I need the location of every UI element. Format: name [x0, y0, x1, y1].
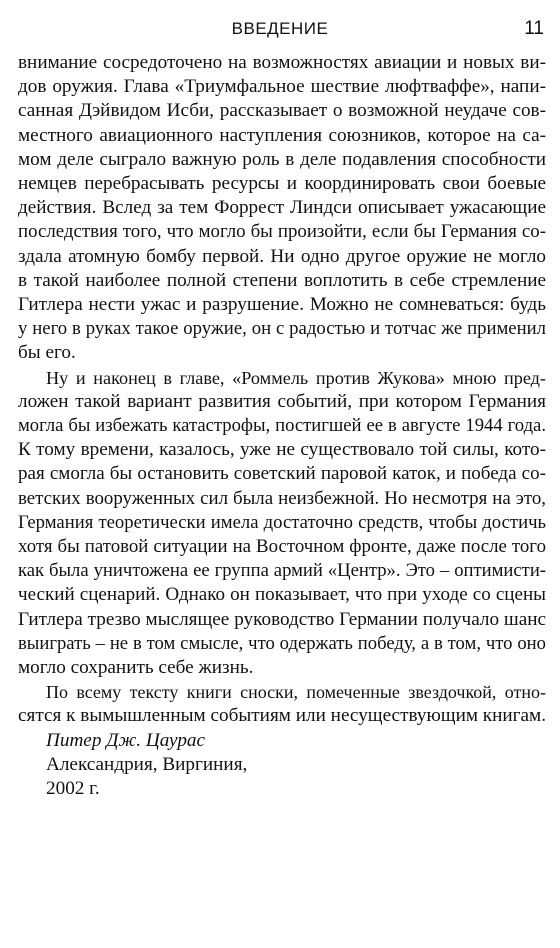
paragraph-3 — [18, 680, 546, 728]
text-line: в такой наиболее полной степени воплотить в себе стремление — [18, 269, 546, 291]
paragraph-1 — [18, 51, 546, 366]
text-line: По всему тексту книги сноски, помеченные звездочкой, отно- — [46, 682, 546, 703]
text-line: последствия того, что могло бы произойти, если бы Германия со- — [18, 221, 546, 243]
running-header — [0, 16, 560, 42]
text-line: хотя бы патовой ситуации на Восточном фронте, даже после того — [18, 536, 546, 558]
text-line: здала атомную бомбу первой. Ни одно другое оружие не могло — [18, 245, 546, 267]
text-line: действия. Вслед за тем Форрест Линдси описывает ужасающие — [18, 197, 546, 219]
page-number: 11 — [524, 18, 544, 39]
text-line: Германия теоретически имела достаточно средств, чтобы достичь — [18, 511, 546, 533]
text-line: внимание сосредоточено на возможностях авиации и новых ви- — [18, 52, 546, 73]
text-line: Ну и наконец в главе, «Роммель против Жукова» мною пред- — [46, 367, 546, 388]
body-text — [18, 51, 546, 801]
section-title: ВВЕДЕНИЕ — [231, 19, 329, 38]
text-line: ложен такой вариант развития событий, при котором Германия — [18, 390, 546, 412]
paragraph-2 — [18, 366, 546, 681]
text-line: у него в руках такое оружие, он с радостью и тотчас же применил — [18, 318, 546, 340]
text-line: местного авиационного наступления союзников, которое на са- — [18, 124, 546, 146]
text-line: ческий сценарий. Однако он показывает, что при уходе со сцены — [18, 584, 546, 606]
signature-block — [18, 729, 546, 802]
text-line: сятся к вымышленным событиям или несуществующим книгам. — [18, 705, 546, 727]
text-line: немцев перебрасывать ресурсы и координировать свои боевые — [18, 173, 546, 195]
text-line: рая смогла бы остановить советский паровой каток, и победа со- — [18, 463, 546, 485]
text-line: К тому времени, казалось, уже не существовало той силы, кото- — [18, 439, 546, 461]
text-line: санная Дэйвидом Исби, рассказывает о возможной неудаче сов- — [18, 100, 546, 122]
text-line: как была уничтожена ее группа армий «Центр». Это – оптимисти- — [18, 560, 546, 582]
text-line: Гитлера нести ужас и разрушение. Можно не сомневаться: будь — [18, 294, 546, 316]
text-line: Гитлера трезво мыслящее руководство Германии получало шанс — [18, 608, 546, 630]
text-line: бы его. — [18, 342, 76, 364]
author-name: Питер Дж. Цаурас — [46, 729, 206, 751]
text-line: дов оружия. Глава «Триумфальное шествие люфтваффе», напи- — [18, 76, 546, 98]
text-line: ветских вооруженных сил была неизбежной. Но несмотря на это, — [18, 487, 546, 509]
text-line: мом деле сыграло важную роль в деле подавления способности — [18, 148, 546, 170]
signature-place: Александрия, Виргиния, — [46, 753, 248, 775]
text-line: выиграть – не в том смысле, что одержать победу, а в том, что оно — [18, 632, 546, 654]
signature-year: 2002 г. — [46, 778, 100, 800]
text-line: могло сохранить себе жизнь. — [18, 657, 254, 679]
text-line: могла бы избежать катастрофы, постигшей ее в августе 1944 года. — [18, 415, 546, 437]
